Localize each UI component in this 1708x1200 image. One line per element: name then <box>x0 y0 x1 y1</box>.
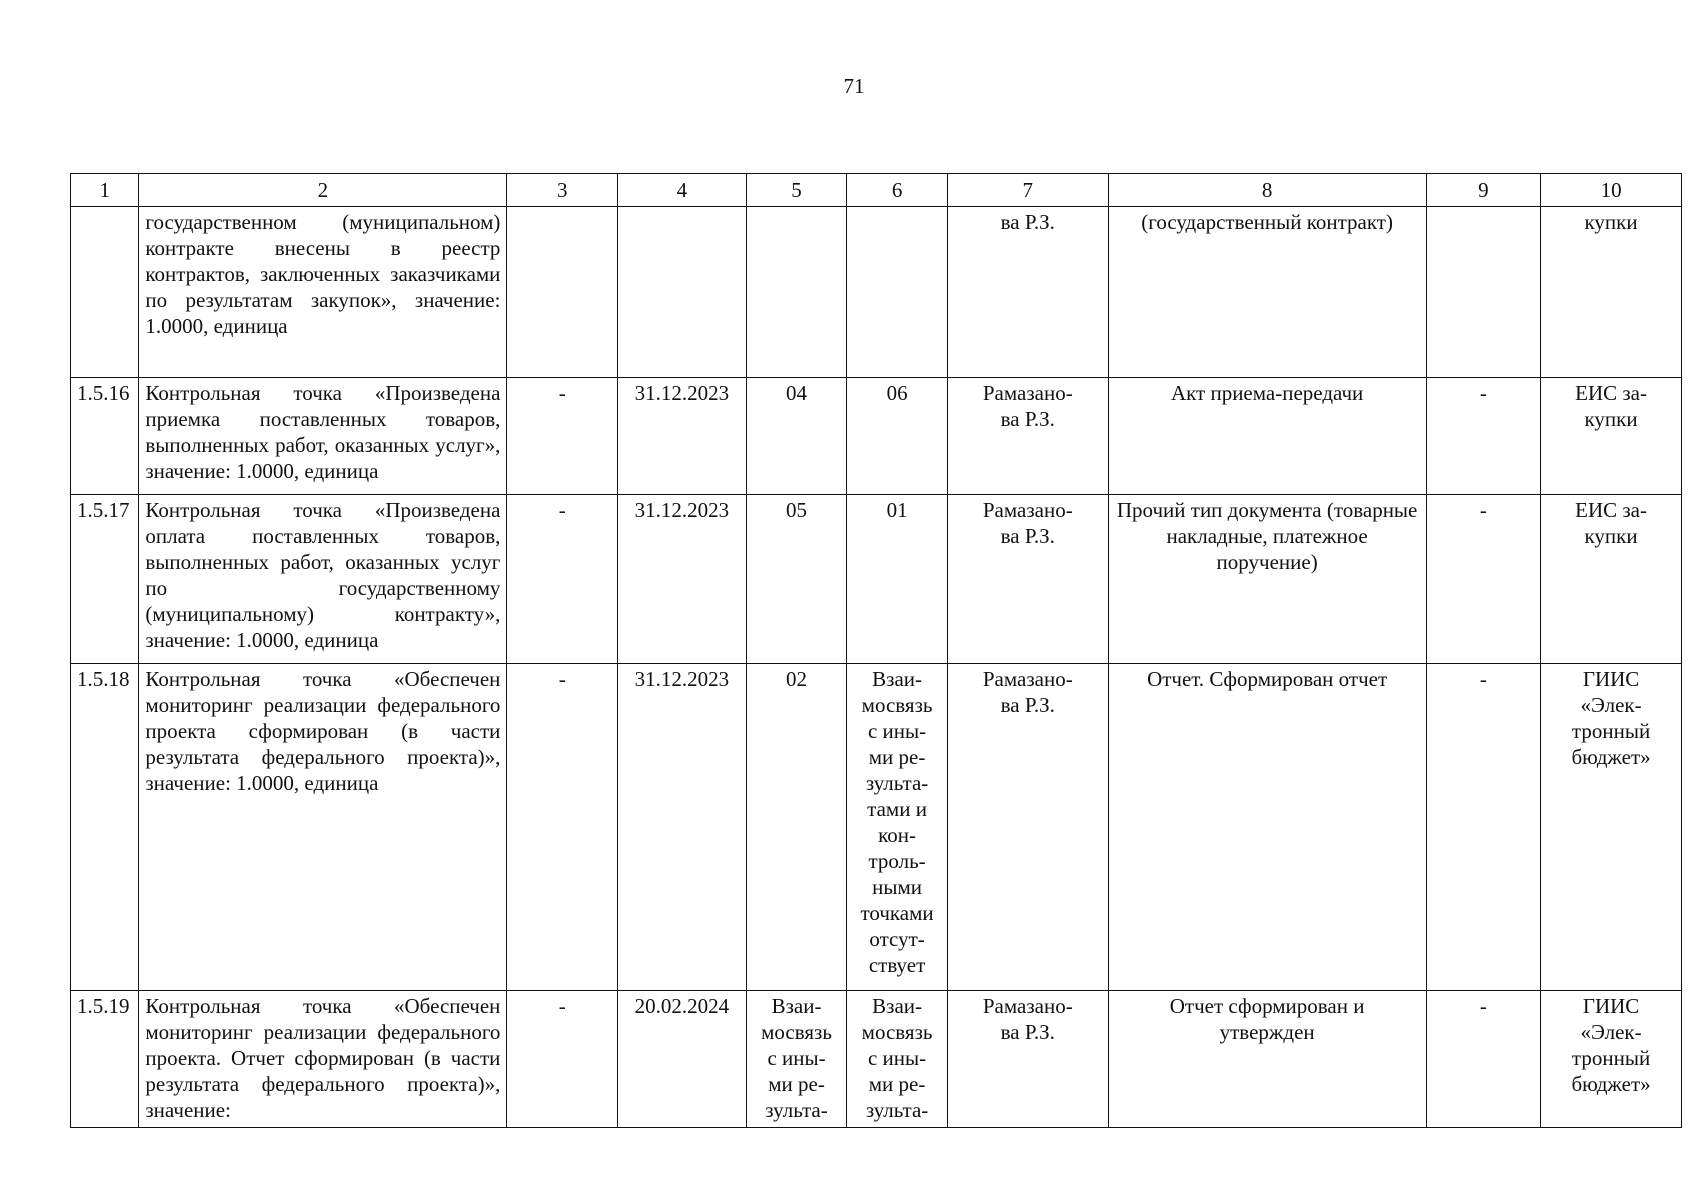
table-row <box>71 495 1682 664</box>
col-3-value: - <box>507 495 618 664</box>
row-number <box>71 207 139 378</box>
col-9-value: - <box>1426 378 1541 495</box>
header-col-8: 8 <box>1108 174 1426 207</box>
header-col-5: 5 <box>746 174 847 207</box>
header-col-2: 2 <box>139 174 507 207</box>
date-value: 20.02.2024 <box>618 991 747 1128</box>
date-value: 31.12.2023 <box>618 378 747 495</box>
responsible-person: ва Р.З. <box>947 207 1108 378</box>
information-system: купки <box>1541 207 1682 378</box>
col-3-value <box>507 207 618 378</box>
control-point-text: Контрольная точка «Обеспечен мониторинг реализации федерального проекта сформирован (в части результата федерального проекта)», значение: 1.0000, единица <box>139 664 507 991</box>
col-3-value: - <box>507 378 618 495</box>
date-value <box>618 207 747 378</box>
col-5-value: 02 <box>746 664 847 991</box>
document-type: Отчет сформирован и утвержден <box>1108 991 1426 1128</box>
plan-table <box>70 173 1682 1128</box>
information-system: ГИИС «Элек- тронный бюджет» <box>1541 664 1682 991</box>
document-type: Отчет. Сформирован отчет <box>1108 664 1426 991</box>
col-6-value: 01 <box>847 495 948 664</box>
relationship-note: Взаи- мосвязь с ины- ми ре- зульта- <box>746 991 847 1128</box>
row-number: 1.5.16 <box>71 378 139 495</box>
col-9-value: - <box>1426 991 1541 1128</box>
control-point-text: Контрольная точка «Произведена приемка поставленных товаров, выполненных работ, оказанных услуг», значение: 1.0000, единица <box>139 378 507 495</box>
col-3-value: - <box>507 664 618 991</box>
table-row <box>71 991 1682 1128</box>
date-value: 31.12.2023 <box>618 495 747 664</box>
header-col-7: 7 <box>947 174 1108 207</box>
control-point-text: Контрольная точка «Обеспечен мониторинг реализации федерального проекта. Отчет сформирован (в части результата федерального проекта)», значение: <box>139 991 507 1128</box>
date-value: 31.12.2023 <box>618 664 747 991</box>
responsible-person: Рамазано- ва Р.З. <box>947 664 1108 991</box>
relationship-note: Взаи- мосвязь с ины- ми ре- зульта- тами и кон- троль- ными точками отсут- ствует <box>847 664 948 991</box>
header-col-1: 1 <box>71 174 139 207</box>
responsible-person: Рамазано- ва Р.З. <box>947 378 1108 495</box>
col-5-value <box>746 207 847 378</box>
row-number: 1.5.17 <box>71 495 139 664</box>
row-number: 1.5.19 <box>71 991 139 1128</box>
relationship-note: Взаи- мосвязь с ины- ми ре- зульта- <box>847 991 948 1128</box>
control-point-text: Контрольная точка «Произведена оплата поставленных товаров, выполненных работ, оказанных услуг по государственному (муниципальному) контракту», значение: 1.0000, единица <box>139 495 507 664</box>
col-5-value: 05 <box>746 495 847 664</box>
information-system: ЕИС за- купки <box>1541 495 1682 664</box>
table-row <box>71 378 1682 495</box>
col-6-value: 06 <box>847 378 948 495</box>
header-col-3: 3 <box>507 174 618 207</box>
col-6-value <box>847 207 948 378</box>
document-type: (государственный контракт) <box>1108 207 1426 378</box>
table-row <box>71 207 1682 378</box>
col-9-value: - <box>1426 664 1541 991</box>
header-row <box>71 174 1682 207</box>
header-col-4: 4 <box>618 174 747 207</box>
responsible-person: Рамазано- ва Р.З. <box>947 495 1108 664</box>
responsible-person: Рамазано- ва Р.З. <box>947 991 1108 1128</box>
col-5-value: 04 <box>746 378 847 495</box>
row-number: 1.5.18 <box>71 664 139 991</box>
header-col-10: 10 <box>1541 174 1682 207</box>
col-9-value: - <box>1426 495 1541 664</box>
information-system: ЕИС за- купки <box>1541 378 1682 495</box>
header-col-6: 6 <box>847 174 948 207</box>
table-row <box>71 664 1682 991</box>
information-system: ГИИС «Элек- тронный бюджет» <box>1541 991 1682 1128</box>
col-3-value: - <box>507 991 618 1128</box>
document-type: Акт приема-передачи <box>1108 378 1426 495</box>
header-col-9: 9 <box>1426 174 1541 207</box>
document-type: Прочий тип документа (товарные накладные, платежное поручение) <box>1108 495 1426 664</box>
page-number: 71 <box>843 74 865 98</box>
control-point-text: государственном (муниципальном) контракте внесены в реестр контрактов, заключенных заказчиками по результатам закупок», значение: 1.0000, единица <box>139 207 507 378</box>
col-9-value <box>1426 207 1541 378</box>
